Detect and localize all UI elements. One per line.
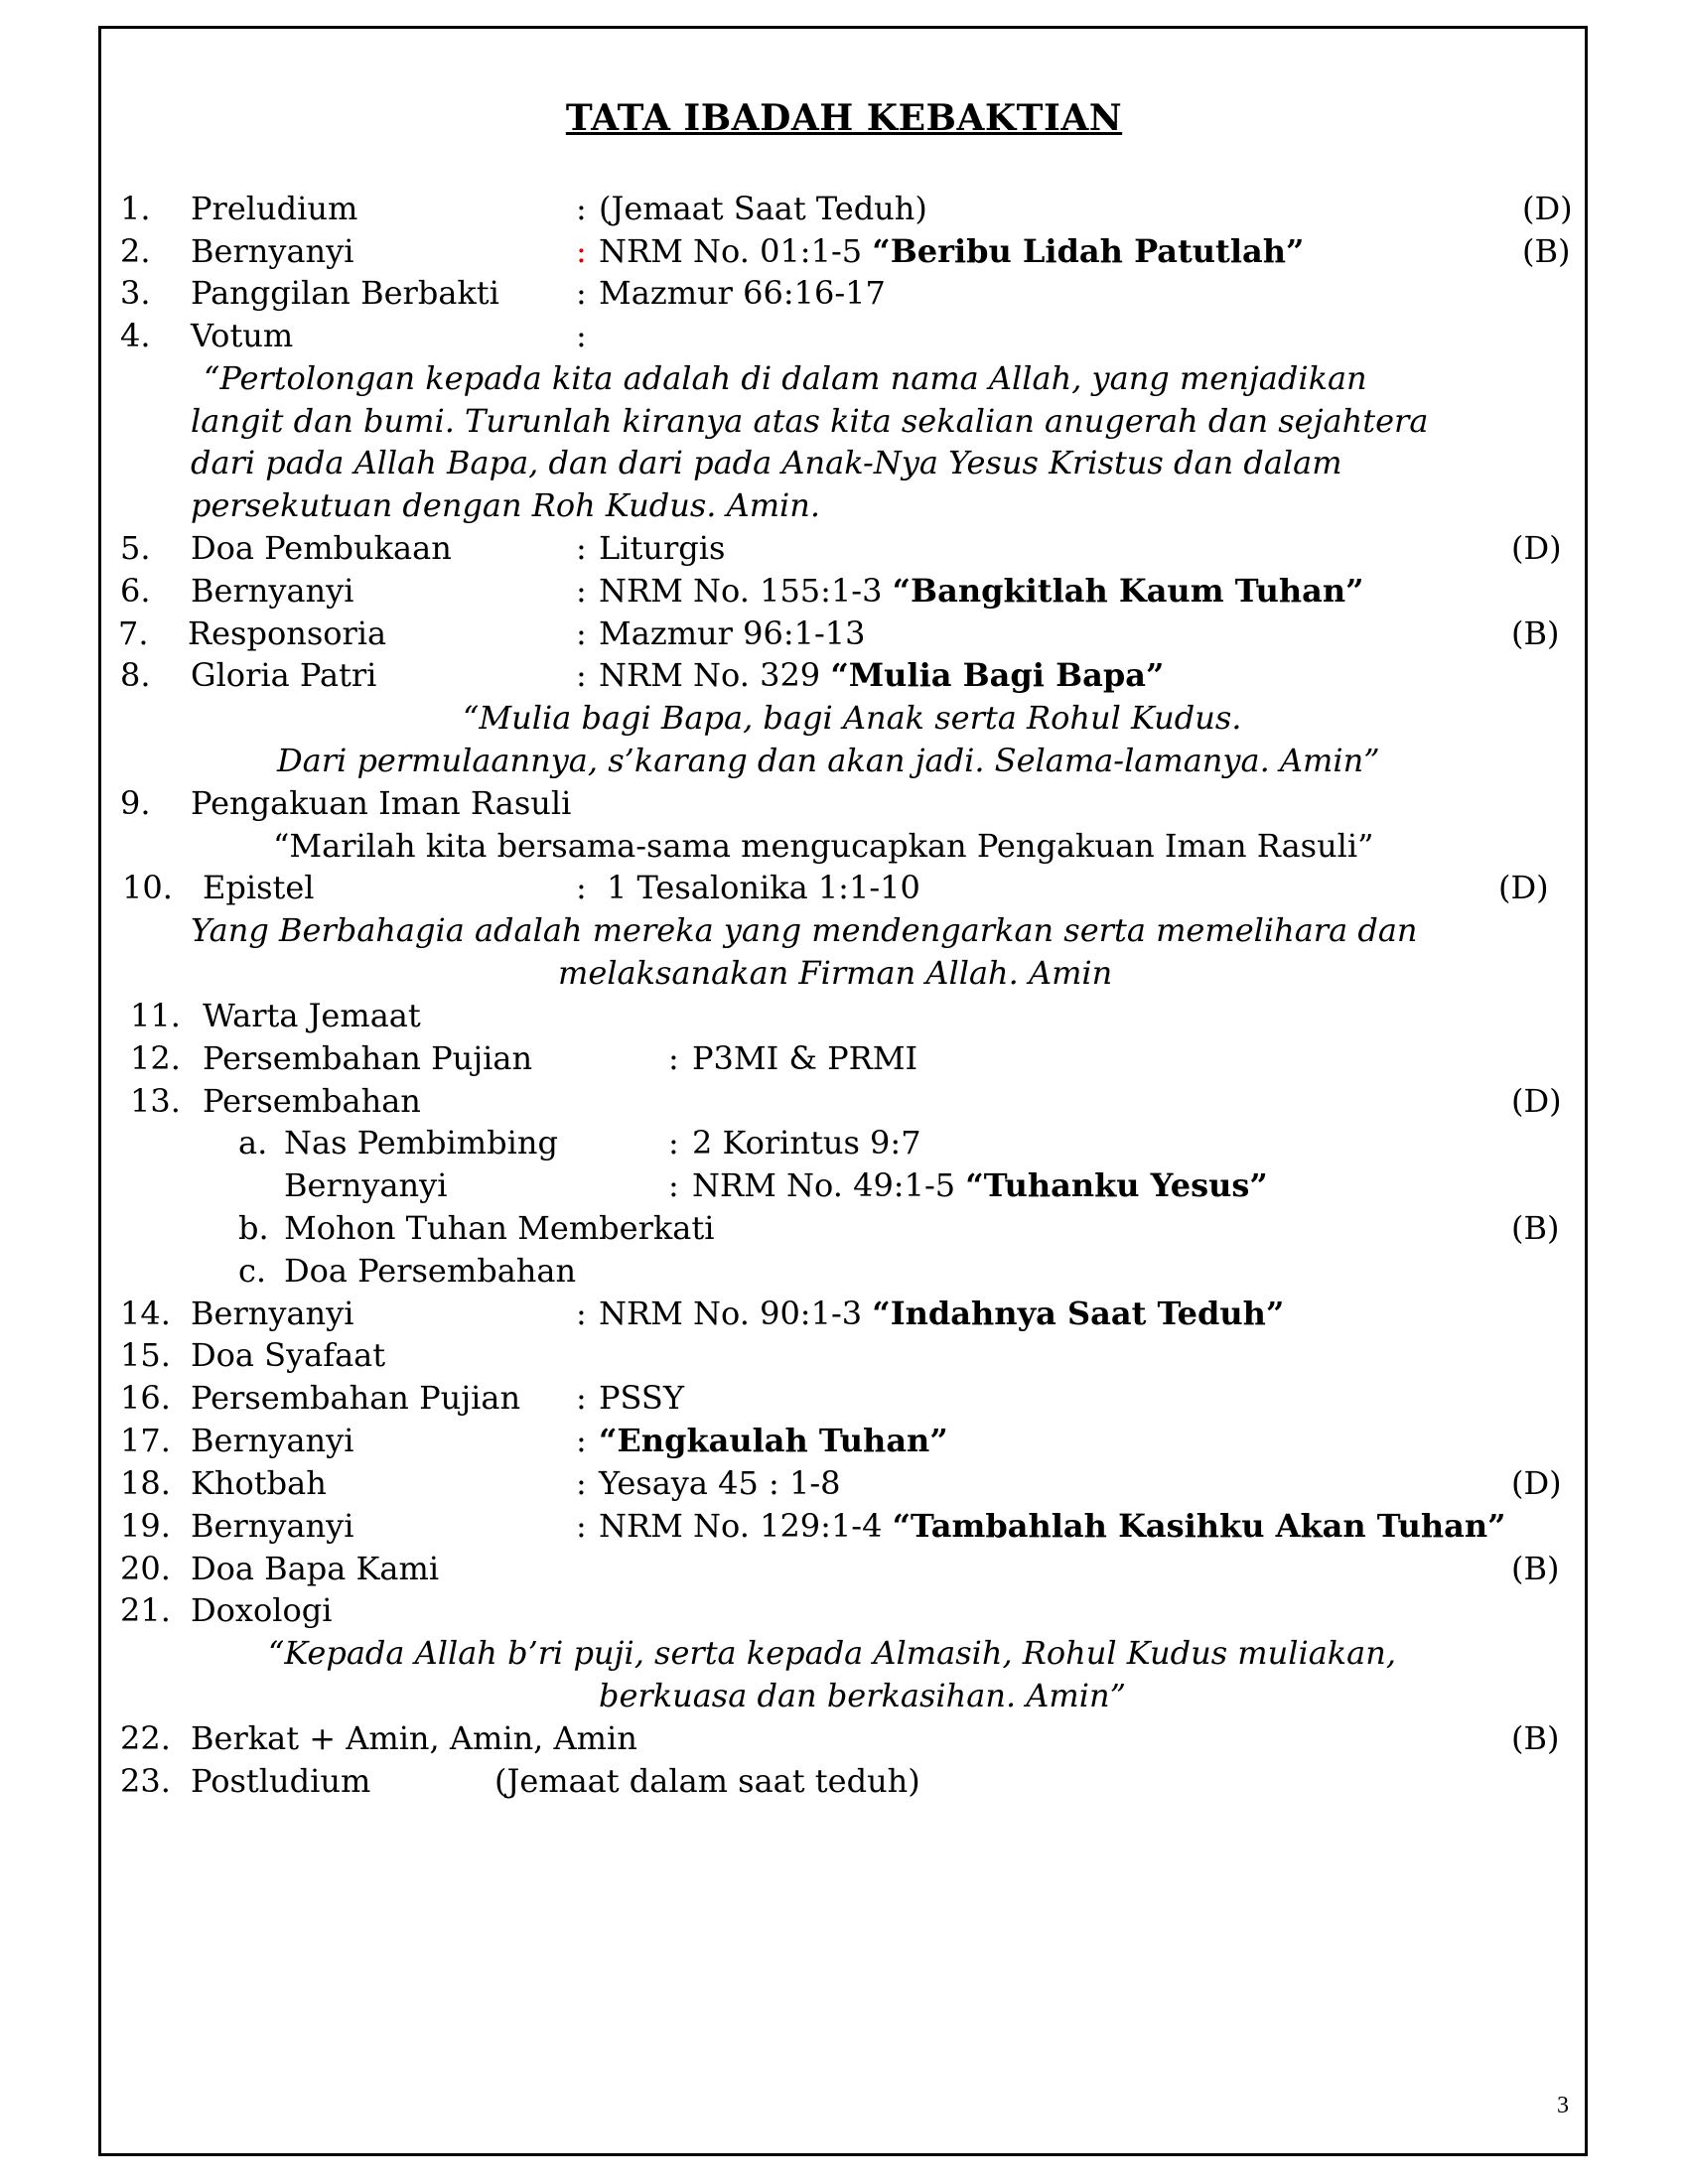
- item-6-value: NRM No. 155:1-3: [599, 572, 893, 610]
- item-22-number: 22.: [120, 1719, 171, 1757]
- item-13c-number: c.: [238, 1252, 267, 1290]
- item-2-sep: :: [576, 232, 587, 270]
- item-7-code: (B): [1511, 614, 1560, 652]
- item-8-sep: :: [576, 656, 587, 694]
- item-23-value: (Jemaat dalam saat teduh): [494, 1762, 920, 1800]
- item-2-value: NRM No. 01:1-5: [599, 232, 873, 270]
- item-14-number: 14.: [120, 1295, 171, 1332]
- item-10-code: (D): [1498, 869, 1549, 906]
- item-19-sep: :: [576, 1507, 587, 1545]
- item-11-label: Warta Jemaat: [203, 997, 421, 1034]
- item-21-number: 21.: [120, 1591, 171, 1629]
- item-16-label: Persembahan Pujian: [191, 1379, 521, 1417]
- item-6-sep: :: [576, 572, 587, 610]
- item-7-value: Mazmur 96:1-13: [599, 614, 866, 652]
- item-7-sep: :: [576, 614, 587, 652]
- epistel-line-1: Yang Berbahagia adalah mereka yang mendengarkan serta memelihara dan: [191, 911, 1418, 949]
- item-13b-label: Mohon Tuhan Memberkati: [284, 1209, 715, 1247]
- item-18-number: 18.: [120, 1464, 171, 1502]
- item-19-number: 19.: [120, 1507, 171, 1545]
- item-13b-code: (B): [1511, 1209, 1560, 1247]
- page-number: 3: [1557, 2093, 1569, 2118]
- item-2-number: 2.: [120, 232, 151, 270]
- item-23-number: 23.: [120, 1762, 171, 1800]
- item-23-label: Postludium: [191, 1762, 371, 1800]
- item-18-code: (D): [1511, 1464, 1562, 1502]
- item-20-code: (B): [1511, 1550, 1560, 1587]
- item-3-label: Panggilan Berbakti: [191, 274, 499, 312]
- votum-line-3: dari pada Allah Bapa, dan dari pada Anak-Nya Yesus Kristus dan dalam: [191, 444, 1342, 481]
- item-13a-sep: :: [668, 1124, 679, 1161]
- item-13-label: Persembahan: [203, 1082, 421, 1120]
- item-18-sep: :: [576, 1464, 587, 1502]
- item-17-label: Bernyanyi: [191, 1422, 354, 1459]
- item-20-label: Doa Bapa Kami: [191, 1550, 440, 1587]
- item-1-number: 1.: [120, 190, 151, 227]
- item-1-sep: :: [576, 190, 587, 227]
- item-14-song: “Indahnya Saat Teduh”: [872, 1295, 1285, 1332]
- gloria-line-2: Dari permulaannya, s’karang dan akan jadi. Selama-lamanya. Amin”: [277, 742, 1380, 779]
- item-13b-number: b.: [238, 1209, 269, 1247]
- item-1-value: (Jemaat Saat Teduh): [599, 190, 927, 227]
- item-17-number: 17.: [120, 1422, 171, 1459]
- item-7-number: 7.: [118, 614, 149, 652]
- item-13a2-label: Bernyanyi: [284, 1166, 448, 1204]
- doxologi-line-2: berkuasa dan berkasihan. Amin”: [599, 1677, 1126, 1714]
- item-2-code: (B): [1522, 232, 1571, 270]
- doxologi-line-1: “Kepada Allah b’ri puji, serta kepada Almasih, Rohul Kudus muliakan,: [268, 1634, 1397, 1672]
- item-16-number: 16.: [120, 1379, 171, 1417]
- item-20-number: 20.: [120, 1550, 171, 1587]
- item-21-label: Doxologi: [191, 1591, 333, 1629]
- item-13a-value: 2 Korintus 9:7: [692, 1124, 921, 1161]
- item-8-value: NRM No. 329: [599, 656, 831, 694]
- item-19-song: “Tambahlah Kasihku Akan Tuhan”: [892, 1507, 1506, 1545]
- item-8-number: 8.: [120, 656, 151, 694]
- item-22-label: Berkat + Amin, Amin, Amin: [191, 1719, 637, 1757]
- epistel-line-2: melaksanakan Firman Allah. Amin: [558, 954, 1113, 992]
- item-12-value: P3MI & PRMI: [692, 1039, 918, 1077]
- item-8-label: Gloria Patri: [191, 656, 377, 694]
- item-13a-label: Nas Pembimbing: [284, 1124, 558, 1161]
- item-13a2-sep: :: [668, 1166, 679, 1204]
- item-18-value: Yesaya 45 : 1-8: [599, 1464, 841, 1502]
- item-5-number: 5.: [120, 529, 151, 567]
- item-10-label: Epistel: [203, 869, 315, 906]
- item-13a-number: a.: [238, 1124, 268, 1161]
- item-16-sep: :: [576, 1379, 587, 1417]
- page-title: TATA IBADAH KEBAKTIAN: [565, 97, 1123, 139]
- votum-line-4: persekutuan dengan Roh Kudus. Amin.: [191, 486, 821, 524]
- item-19-value: NRM No. 129:1-4: [599, 1507, 893, 1545]
- rasuli-line: “Marilah kita bersama-sama mengucapkan Pengakuan Iman Rasuli”: [273, 827, 1374, 865]
- item-6-number: 6.: [120, 572, 151, 610]
- item-12-sep: :: [668, 1039, 679, 1077]
- item-17-song: “Engkaulah Tuhan”: [599, 1422, 948, 1459]
- item-5-value: Liturgis: [599, 529, 726, 567]
- item-9-label: Pengakuan Iman Rasuli: [191, 784, 572, 822]
- item-12-number: 12.: [130, 1039, 181, 1077]
- item-5-label: Doa Pembukaan: [191, 529, 452, 567]
- item-13a2-song: “Tuhanku Yesus”: [965, 1166, 1268, 1204]
- item-14-label: Bernyanyi: [191, 1295, 354, 1332]
- item-4-sep: :: [576, 317, 587, 354]
- votum-line-1: “Pertolongan kepada kita adalah di dalam nama Allah, yang menjadikan: [204, 359, 1367, 397]
- item-15-number: 15.: [120, 1336, 171, 1374]
- item-3-sep: :: [576, 274, 587, 312]
- item-3-value: Mazmur 66:16-17: [599, 274, 886, 312]
- item-14-value: NRM No. 90:1-3: [599, 1295, 873, 1332]
- item-3-number: 3.: [120, 274, 151, 312]
- item-2-label: Bernyanyi: [191, 232, 354, 270]
- item-14-sep: :: [576, 1295, 587, 1332]
- item-18-label: Khotbah: [191, 1464, 327, 1502]
- item-9-number: 9.: [120, 784, 151, 822]
- item-11-number: 11.: [130, 997, 181, 1034]
- item-6-line: [599, 572, 1364, 610]
- item-2-line: [599, 232, 1305, 270]
- item-8-song: “Mulia Bagi Bapa”: [830, 656, 1165, 694]
- item-5-code: (D): [1511, 529, 1562, 567]
- item-1-code: (D): [1522, 190, 1573, 227]
- item-19-label: Bernyanyi: [191, 1507, 354, 1545]
- item-4-number: 4.: [120, 317, 151, 354]
- item-17-sep: :: [576, 1422, 587, 1459]
- item-13c-label: Doa Persembahan: [284, 1252, 577, 1290]
- item-14-line: [599, 1295, 1285, 1332]
- item-10-number: 10.: [122, 869, 173, 906]
- item-13a2-value: NRM No. 49:1-5: [692, 1166, 966, 1204]
- item-13-number: 13.: [130, 1082, 181, 1120]
- item-15-label: Doa Syafaat: [191, 1336, 386, 1374]
- item-13a2-line: [692, 1166, 1268, 1204]
- votum-line-2: langit dan bumi. Turunlah kiranya atas kita sekalian anugerah dan sejahtera: [191, 402, 1429, 440]
- item-2-song: “Beribu Lidah Patutlah”: [872, 232, 1305, 270]
- item-5-sep: :: [576, 529, 587, 567]
- item-13-code: (D): [1511, 1082, 1562, 1120]
- item-12-label: Persembahan Pujian: [203, 1039, 533, 1077]
- item-16-value: PSSY: [599, 1379, 684, 1417]
- item-7-label: Responsoria: [188, 614, 387, 652]
- item-19-line: [599, 1507, 1506, 1545]
- item-22-code: (B): [1511, 1719, 1560, 1757]
- item-6-song: “Bangkitlah Kaum Tuhan”: [892, 572, 1364, 610]
- gloria-line-1: “Mulia bagi Bapa, bagi Anak serta Rohul Kudus.: [463, 699, 1242, 737]
- item-1-label: Preludium: [191, 190, 358, 227]
- item-8-line: [599, 656, 1165, 694]
- item-10-sep: :: [576, 869, 587, 906]
- item-10-value: 1 Tesalonika 1:1-10: [607, 869, 920, 906]
- item-4-label: Votum: [191, 317, 294, 354]
- item-6-label: Bernyanyi: [191, 572, 354, 610]
